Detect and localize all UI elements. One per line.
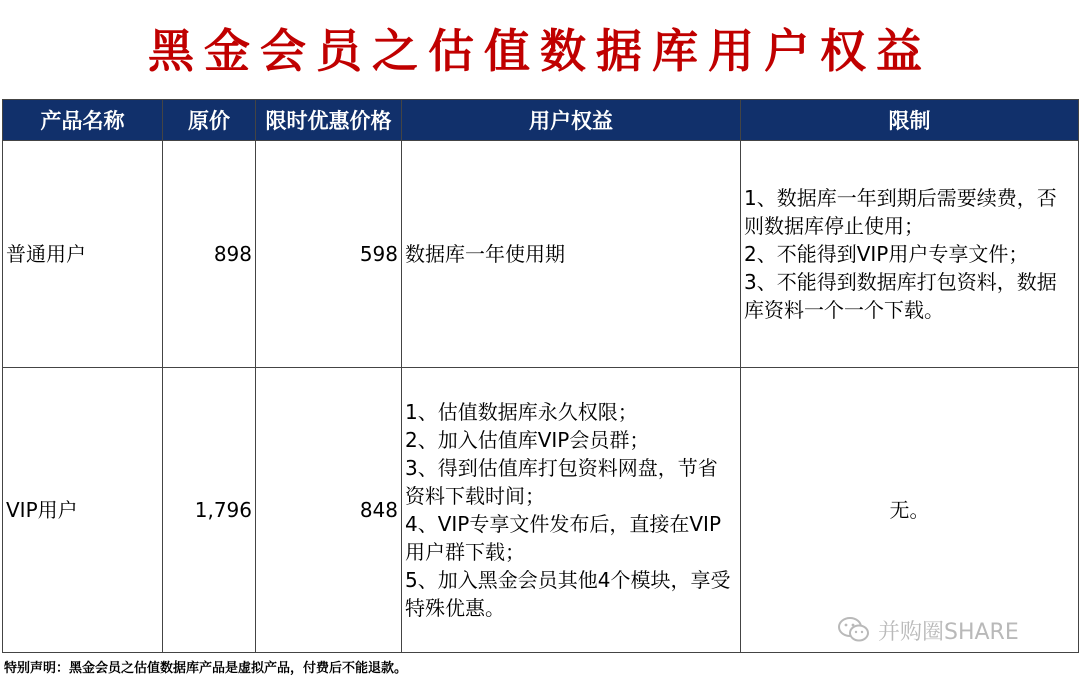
benefit-item: 数据库一年使用期 (405, 242, 565, 266)
benefit-item: 5、加入黑金会员其他4个模块，享受特殊优惠。 (405, 568, 731, 620)
table-row-vip-user (3, 368, 1079, 653)
cell-benefits (402, 368, 741, 653)
limit-item: 2、不能得到VIP用户专享文件； (744, 242, 1029, 266)
benefits-table (2, 99, 1079, 653)
header-product-name: 产品名称 (3, 100, 163, 141)
header-original-price: 原价 (163, 100, 256, 141)
cell-sale-price: 848 (256, 368, 402, 653)
cell-original-price: 898 (163, 141, 256, 368)
footnote: 特别声明：黑金会员之估值数据库产品是虚拟产品，付费后不能退款。 (4, 661, 408, 676)
watermark (836, 614, 1019, 646)
header-user-benefits: 用户权益 (402, 100, 741, 141)
header-sale-price: 限时优惠价格 (256, 100, 402, 141)
cell-product: VIP用户 (3, 368, 163, 653)
cell-benefits (402, 141, 741, 368)
limit-item: 3、不能得到数据库打包资料，数据库资料一个一个下载。 (744, 270, 1057, 322)
benefit-item: 2、加入估值库VIP会员群； (405, 428, 650, 452)
page-title: 黑金会员之估值数据库用户权益 (148, 24, 932, 78)
cell-limits (741, 368, 1079, 653)
limit-item: 无。 (889, 498, 930, 522)
watermark-text: 并购圈SHARE (878, 619, 1019, 645)
header-limits: 限制 (741, 100, 1079, 141)
table-header-row (3, 100, 1079, 141)
cell-limits (741, 141, 1079, 368)
cell-product: 普通用户 (3, 141, 163, 368)
benefit-item: 1、估值数据库永久权限； (405, 400, 638, 424)
cell-original-price: 1,796 (163, 368, 256, 653)
benefit-item: 4、VIP专享文件发布后，直接在VIP用户群下载； (405, 512, 722, 564)
table-row-normal-user (3, 141, 1079, 368)
cell-sale-price: 598 (256, 141, 402, 368)
benefit-item: 3、得到估值库打包资料网盘，节省资料下载时间； (405, 456, 718, 508)
limit-item: 1、数据库一年到期后需要续费，否则数据库停止使用； (744, 186, 1057, 238)
wechat-icon (836, 615, 872, 645)
